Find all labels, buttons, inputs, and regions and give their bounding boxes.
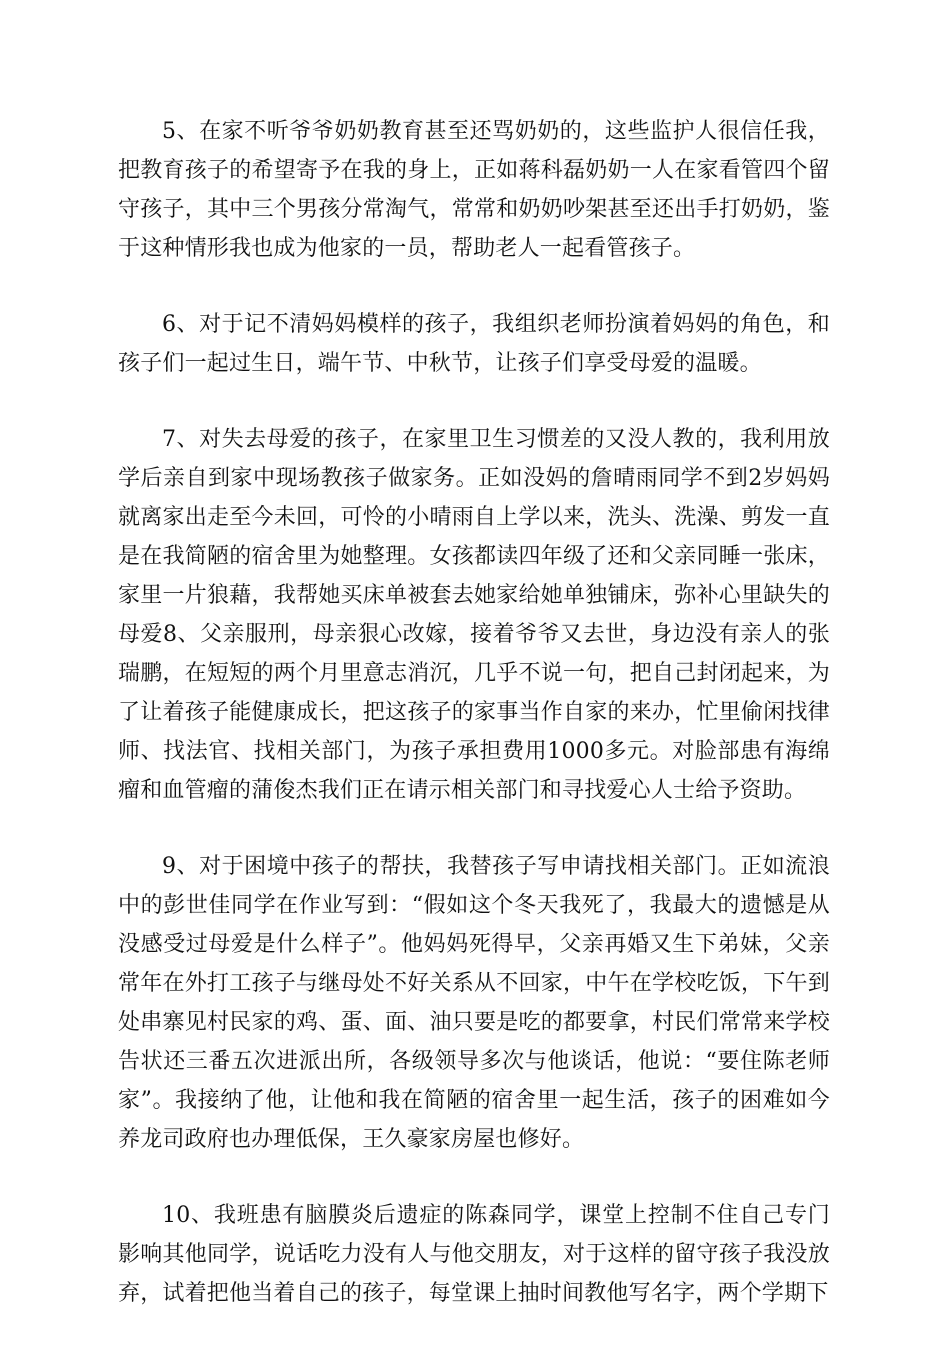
paragraph-6: 6、对于记不清妈妈模样的孩子，我组织老师扮演着妈妈的角色，和孩子们一起过生日，端午节、中秋节，让孩子们享受母爱的温暖。: [118, 312, 830, 376]
paragraph-7: 7、对失去母爱的孩子，在家里卫生习惯差的又没人教的，我利用放学后亲自到家中现场教孩子做家务。正如没妈的詹晴雨同学不到2岁妈妈就离家出走至今未回，可怜的小晴雨自上学以来，洗头、洗澡、剪发一直是在我简陋的宿舍里为她整理。女孩都读四年级了还和父亲同睡一张床，家里一片狼藉，我帮她买床单被套去她家给她单独铺床，弥补心里缺失的母爱8、父亲服刑，母亲狠心改嫁，接着爷爷又去世，身边没有亲人的张瑞鹏，在短短的两个月里意志消沉，几乎不说一句，把自己封闭起来，为了让着孩子能健康成长，把这孩子的家事当作自家的来办，忙里偷闲找律师、找法官、找相关部门，为孩子承担费用1000多元。对脸部患有海绵瘤和血管瘤的蒲俊杰我们正在请示相关部门和寻找爱心人士给予资助。: [118, 427, 830, 803]
paragraph-5: 5、在家不听爷爷奶奶教育甚至还骂奶奶的，这些监护人很信任我，把教育孩子的希望寄予在我的身上，正如蒋科磊奶奶一人在家看管四个留守孩子，其中三个男孩分常淘气，常常和奶奶吵架甚至还出手打奶奶，鉴于这种情形我也成为他家的一员，帮助老人一起看管孩子。: [118, 119, 830, 261]
document-body: [118, 112, 830, 1350]
paragraph-10: 10、我班患有脑膜炎后遗症的陈森同学，课堂上控制不住自己专门影响其他同学，说话吃力没有人与他交朋友，对于这样的留守孩子我没放弃，试着把他当着自己的孩子，每堂课上抽时间教他写名字，两个学期下: [118, 1203, 830, 1306]
paragraph-9: 9、对于困境中孩子的帮扶，我替孩子写申请找相关部门。正如流浪中的彭世佳同学在作业写到：“假如这个冬天我死了，我最大的遗憾是从没感受过母爱是什么样子”。他妈妈死得早，父亲再婚又生下弟妹，父亲常年在外打工孩子与继母处不好关系从不回家，中午在学校吃饭，下午到处串寨见村民家的鸡、蛋、面、油只要是吃的都要拿，村民们常常来学校告状还三番五次进派出所，各级领导多次与他谈话，他说：“要住陈老师家”。我接纳了他，让他和我在简陋的宿舍里一起生活，孩子的困难如今养龙司政府也办理低保，王久豪家房屋也修好。: [118, 854, 830, 1152]
